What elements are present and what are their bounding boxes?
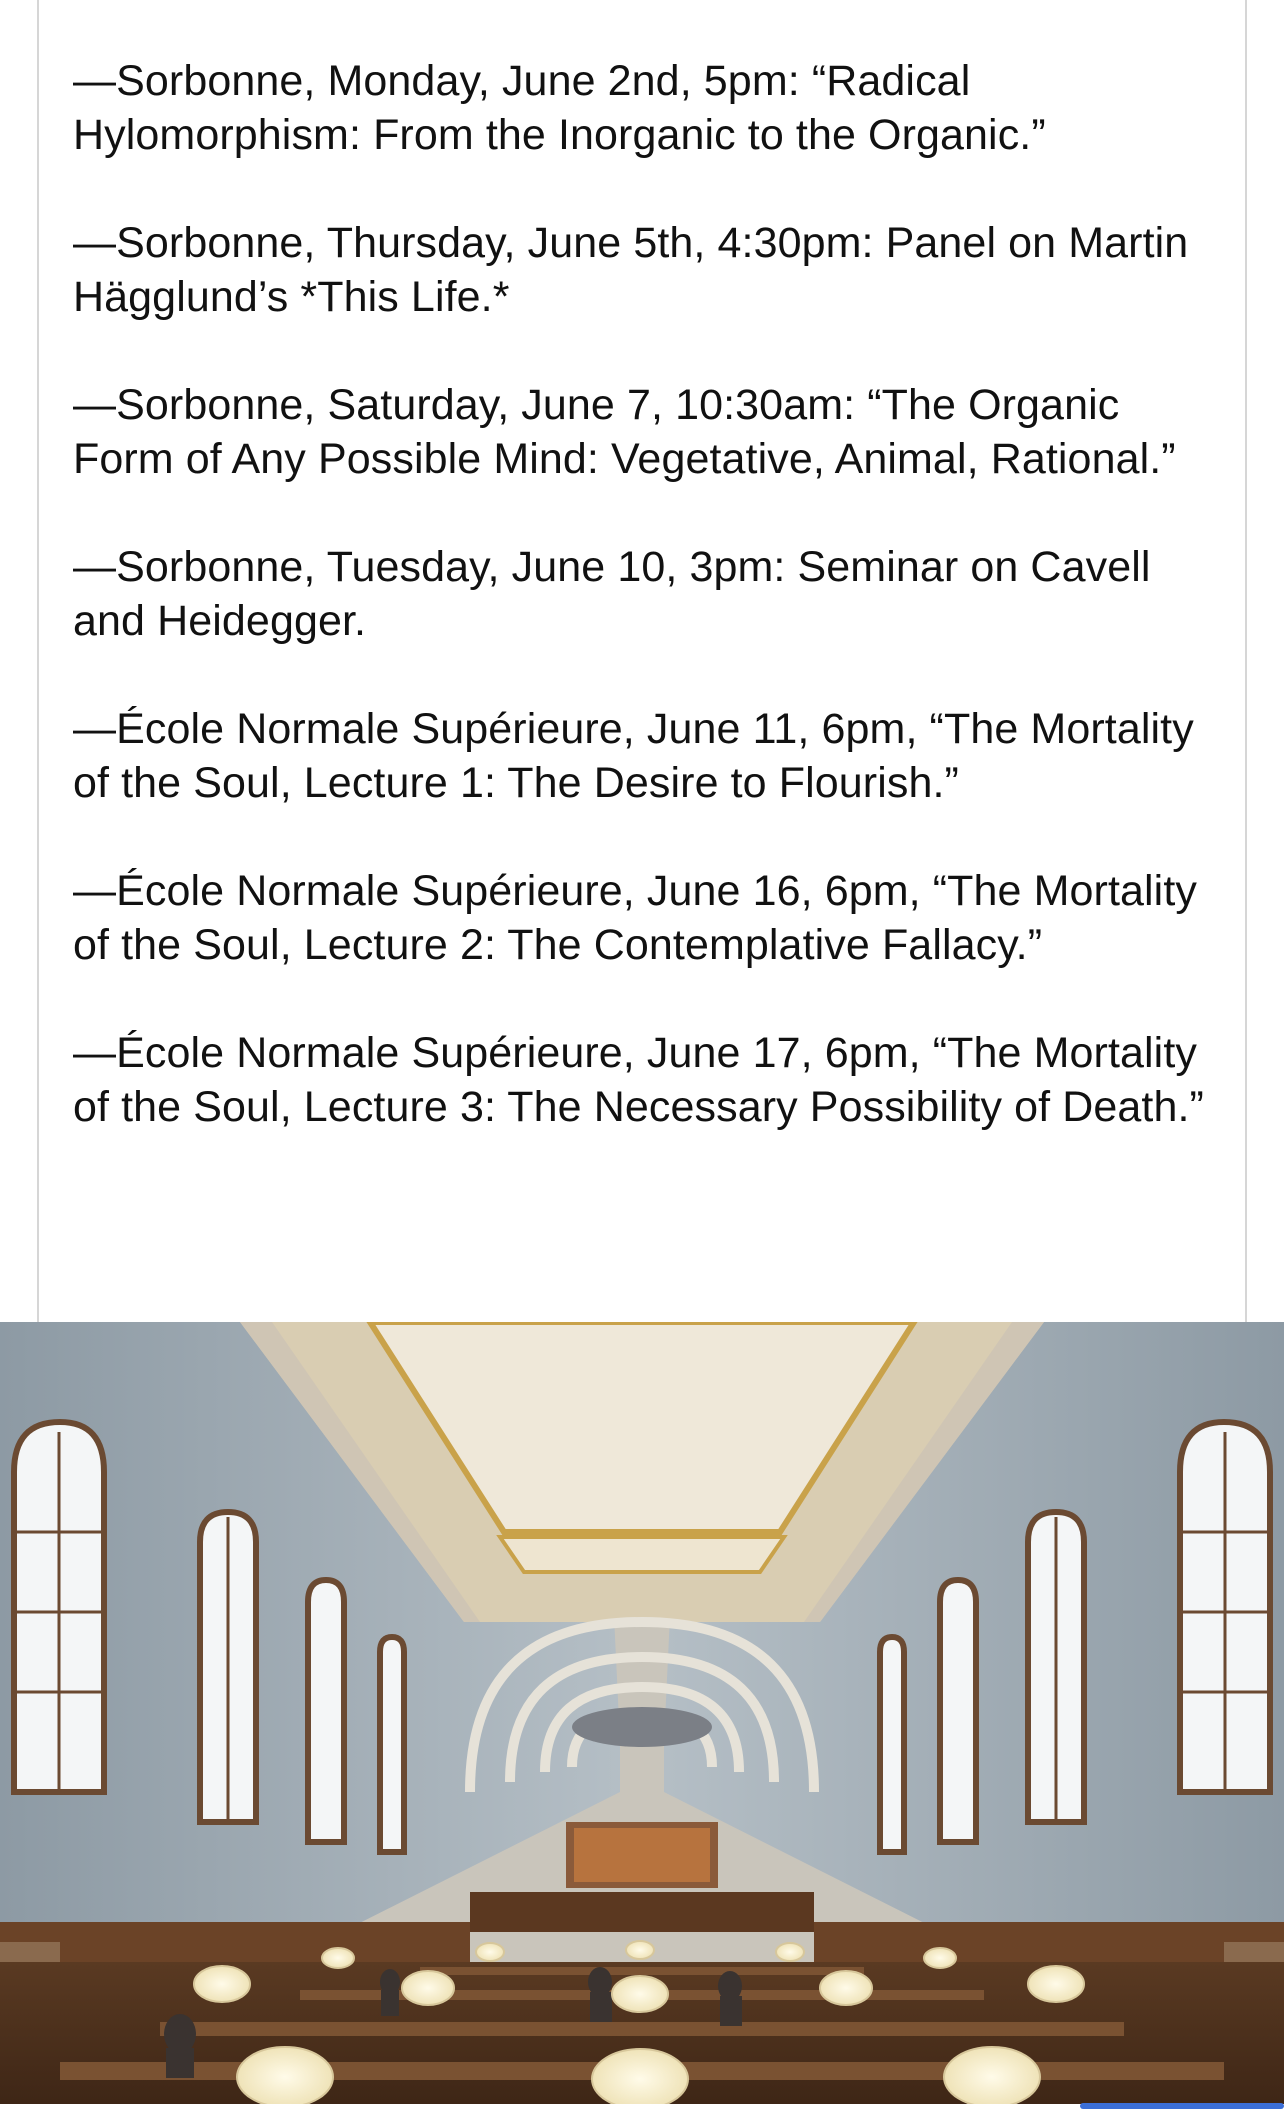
library-photo[interactable]	[0, 1322, 1284, 2104]
event-item: —École Normale Supérieure, June 11, 6pm, “The Mortality of the Soul, Lecture 1: The Desire to Flourish.”	[73, 705, 1194, 807]
event-item: —Sorbonne, Thursday, June 5th, 4:30pm: Panel on Martin Hägglund’s *This Life.*	[73, 219, 1189, 321]
event-item: —Sorbonne, Tuesday, June 10, 3pm: Seminar on Cavell and Heidegger.	[73, 543, 1151, 645]
event-item: —Sorbonne, Monday, June 2nd, 5pm: “Radical Hylomorphism: From the Inorganic to the Organic.”	[73, 57, 1046, 159]
scroll-indicator[interactable]	[1080, 2103, 1284, 2109]
event-item: —École Normale Supérieure, June 17, 6pm, “The Mortality of the Soul, Lecture 3: The Necessary Possibility of Death.”	[73, 1029, 1204, 1131]
event-item: —École Normale Supérieure, June 16, 6pm, “The Mortality of the Soul, Lecture 2: The Contemplative Fallacy.”	[73, 867, 1197, 969]
event-item: —Sorbonne, Saturday, June 7, 10:30am: “The Organic Form of Any Possible Mind: Vegetative, Animal, Rational.”	[73, 381, 1176, 483]
library-reading-room-image	[0, 1322, 1284, 2104]
event-list	[73, 54, 1223, 1188]
